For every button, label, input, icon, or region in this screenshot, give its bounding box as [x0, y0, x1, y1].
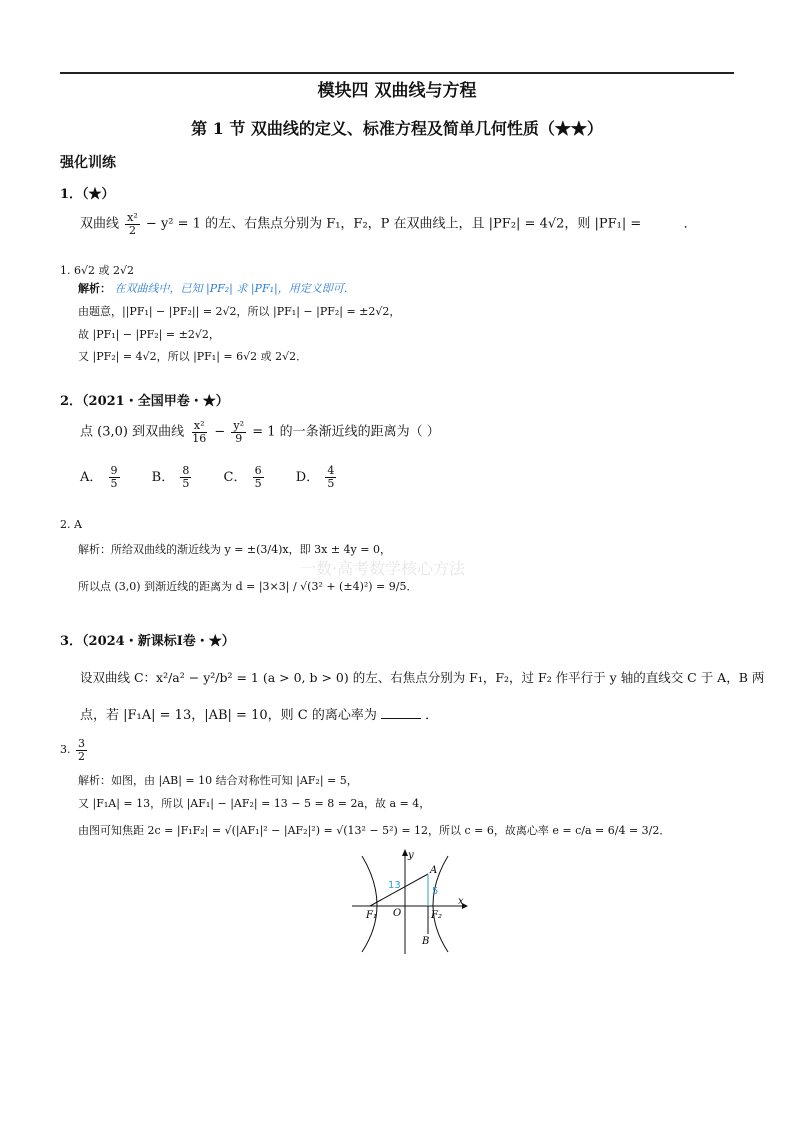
q3-answer-num: 3 [78, 737, 85, 750]
q1-sol-label: 解析： [78, 282, 111, 295]
q3-stem-line2-text: 点，若 |F₁A| = 13，|AB| = 10，则 C 的离心率为 [80, 708, 377, 723]
option-den: 5 [182, 476, 190, 490]
q3-solution-line3: 由图可知焦距 2c = |F₁F₂| = √(|AF₁|² − |AF₂|²) = √(13² − 5²) = 12，所以 c = 6，故离心率 e = c/a = 6/4 = 3/2． [78, 824, 671, 837]
option-num: 6 [254, 464, 262, 477]
q1-solution-line3: 故 |PF₁| − |PF₂| = ±2√2， [78, 328, 220, 341]
q2-f1-den: 16 [192, 431, 207, 445]
q3-stem-end: ． [425, 708, 439, 723]
q1-solution-line2: 由题意，||PF₁| − |PF₂|| = 2√2，所以 |PF₁| − |PF₂| = ±2√2， [78, 305, 401, 318]
hyperbola-left-branch [362, 856, 377, 952]
q2-solution-line2: 所以点 (3,0) 到渐近线的距离为 d = |3×3| / √(3² + (±4)²) = 9/5． [78, 580, 418, 593]
label-f1: F₁ [366, 910, 377, 921]
option-num: 8 [182, 464, 190, 477]
q1-frac-num: x² [127, 211, 138, 224]
q2-option-b[interactable] [151, 464, 198, 490]
q2-options [80, 465, 364, 489]
label-b: B [422, 936, 430, 947]
q1-fraction [125, 212, 140, 236]
q1-solution-line4: 又 |PF₂| = 4√2，所以 |PF₁| = 6√2 或 2√2． [78, 350, 308, 363]
q1-solution-line1 [78, 280, 355, 296]
q1-frac-den: 2 [128, 223, 136, 237]
q2-solution-line1: 解析：所给双曲线的渐近线为 y = ±(3/4)x，即 3x ± 4y = 0， [78, 543, 391, 556]
q1-stem-part2: − y² = 1 的左、右焦点分别为 F₁，F₂，P 在双曲线上，且 |PF₂| = 4√2，则 |PF₁| = [145, 216, 642, 232]
option-den: 5 [254, 476, 262, 490]
q2-answer: 2. A [60, 518, 82, 531]
label-5: 5 [432, 886, 439, 897]
q3-answer-prefix: 3. [60, 743, 71, 757]
option-label: C． [223, 469, 247, 485]
q1-stem-part1: 双曲线 [80, 216, 120, 232]
label-x: x [458, 896, 464, 907]
label-f2: F₂ [431, 910, 442, 921]
q3-answer-den: 2 [78, 749, 85, 763]
option-label: B． [151, 469, 175, 485]
q3-stem-line2 [80, 704, 438, 723]
q3-stem-line1: 设双曲线 C：x²/a² − y²/b² = 1 (a > 0, b > 0) 的左、右焦点分别为 F₁，F₂，过 F₂ 作平行于 y 轴的直线交 C 于 A，B 两 [80, 670, 765, 685]
q2-stem-part2: = 1 的一条渐近线的距离为（ ） [252, 424, 440, 440]
hyperbola-figure [350, 846, 470, 956]
module-title: 模块四 双曲线与方程 [317, 81, 477, 101]
option-label: A． [80, 469, 103, 485]
q3-solution-line2: 又 |F₁A| = 13，所以 |AF₁| − |AF₂| = 13 − 5 = 8 = 2a，故 a = 4， [78, 797, 431, 810]
q2-fraction-y [231, 420, 246, 444]
q2-f2-den: 9 [235, 431, 243, 445]
label-a: A [430, 865, 438, 876]
answer-blank[interactable] [381, 706, 421, 719]
q2-stem-part1: 点 (3,0) 到双曲线 [80, 424, 185, 440]
q2-f2-num: y² [233, 419, 245, 432]
option-num: 4 [327, 464, 335, 477]
q2-number: 2．（2021・全国甲卷・★） [60, 394, 229, 409]
q2-option-a[interactable] [80, 464, 126, 490]
q1-stem-end: ． [683, 216, 697, 232]
q1-answer: 1. 6√2 或 2√2 [60, 264, 134, 277]
label-o: O [393, 908, 402, 919]
q1-number: 1．（★） [60, 187, 115, 202]
top-rule [60, 72, 734, 74]
section-title: 第 1 节 双曲线的定义、标准方程及简单几何性质（★★） [191, 119, 603, 138]
option-label: D． [295, 469, 320, 485]
option-den: 5 [327, 476, 335, 490]
q2-fraction-x [190, 420, 208, 444]
q1-stem [80, 212, 697, 236]
q3-answer [60, 738, 89, 762]
label-13: 13 [388, 880, 401, 891]
q3-number: 3．（2024・新课标Ⅰ卷・★） [60, 634, 235, 649]
q1-sol-hint: 在双曲线中，已知 |PF₂| 求 |PF₁|，用定义即可． [114, 282, 355, 295]
q2-stem [80, 420, 440, 444]
q3-solution-line1: 解析：如图，由 |AB| = 10 结合对称性可知 |AF₂| = 5， [78, 774, 358, 787]
q2-option-d[interactable] [295, 464, 339, 490]
label-y: y [408, 850, 414, 861]
q2-minus: − [214, 424, 226, 440]
q2-f1-num: x² [193, 419, 205, 432]
option-den: 5 [110, 476, 118, 490]
practice-label: 强化训练 [60, 155, 116, 171]
watermark: 一数·高考数学核心方法 [300, 559, 466, 578]
option-num: 9 [110, 464, 118, 477]
q2-option-c[interactable] [223, 464, 270, 490]
